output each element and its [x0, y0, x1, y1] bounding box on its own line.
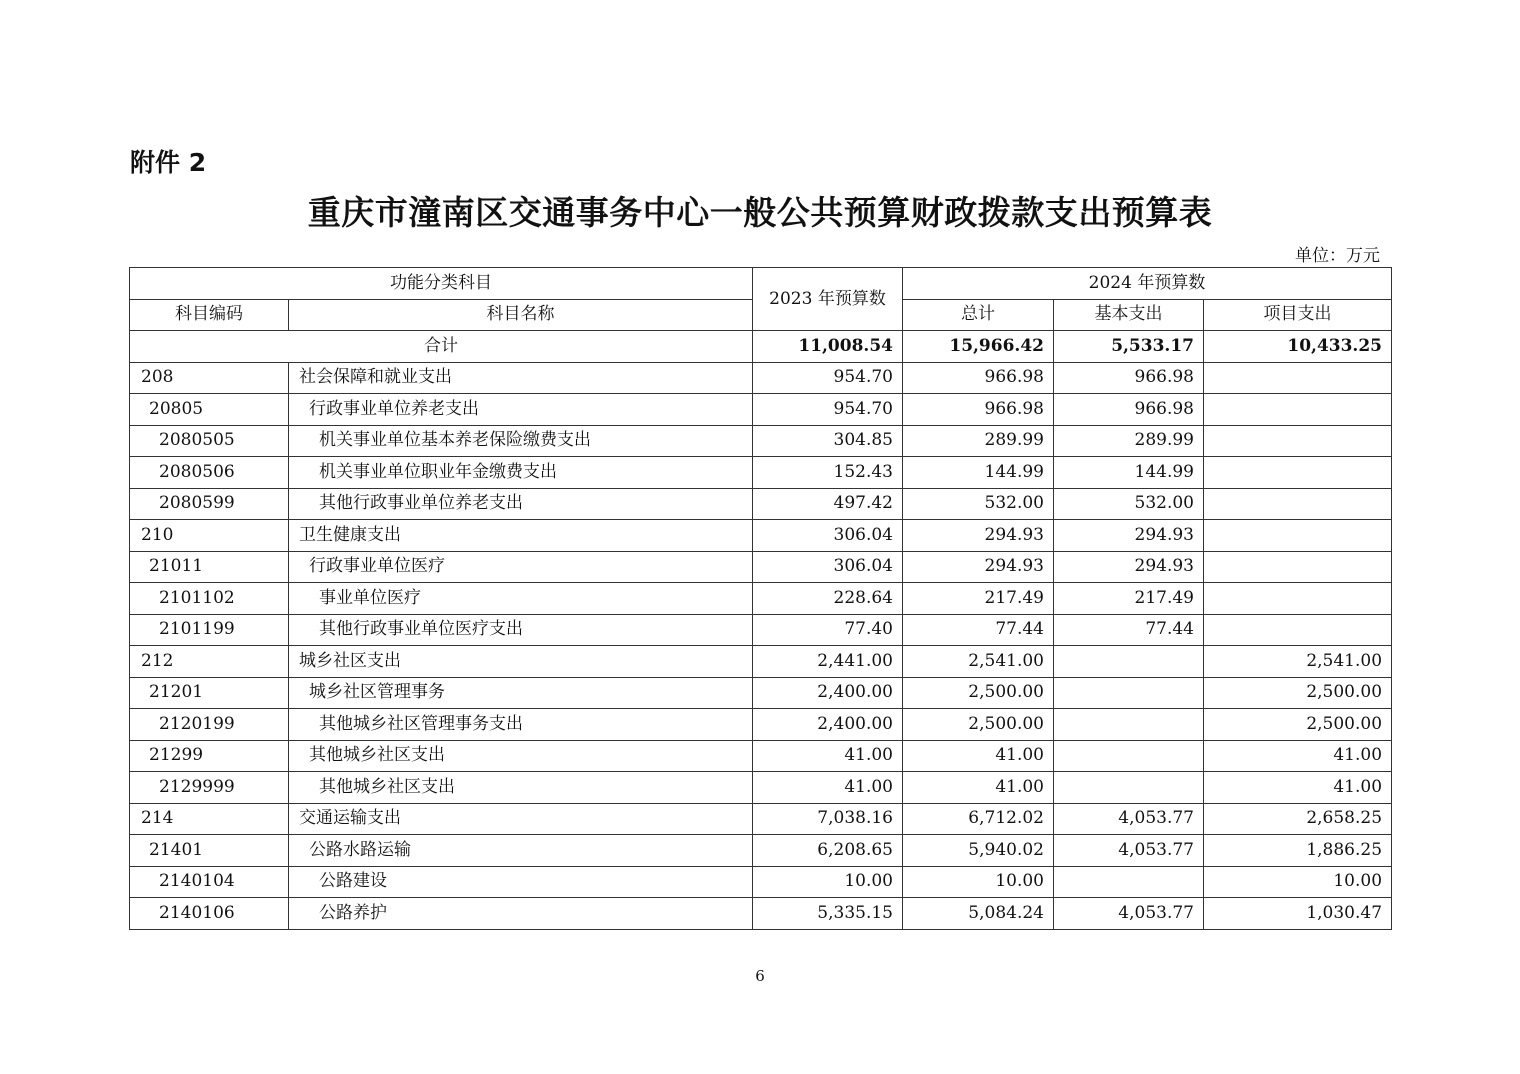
subject-name-header: 科目名称	[289, 299, 753, 331]
cell-name: 其他城乡社区支出	[289, 740, 753, 772]
cell-y2023: 6,208.65	[753, 835, 903, 867]
total-header: 总计	[903, 299, 1054, 331]
cell-basic: 966.98	[1054, 362, 1204, 394]
cell-y2023: 5,335.15	[753, 898, 903, 930]
cell-total: 144.99	[903, 457, 1054, 489]
cell-name: 公路养护	[289, 898, 753, 930]
table-row	[130, 520, 1392, 552]
table-row	[130, 614, 1392, 646]
cell-y2023: 41.00	[753, 740, 903, 772]
cell-total: 966.98	[903, 362, 1054, 394]
cell-project	[1204, 362, 1392, 394]
cell-code: 210	[130, 520, 289, 552]
cell-code: 212	[130, 646, 289, 678]
function-category-header: 功能分类科目	[130, 268, 753, 300]
cell-total: 5,940.02	[903, 835, 1054, 867]
cell-project	[1204, 488, 1392, 520]
cell-y2023: 2,400.00	[753, 709, 903, 741]
cell-y2023: 41.00	[753, 772, 903, 804]
cell-name: 公路水路运输	[289, 835, 753, 867]
cell-code: 20805	[130, 394, 289, 426]
project-expense-header: 项目支出	[1204, 299, 1392, 331]
cell-y2023: 10.00	[753, 866, 903, 898]
table-row	[130, 772, 1392, 804]
attachment-label: 附件 2	[130, 148, 207, 177]
cell-code: 21401	[130, 835, 289, 867]
table-row	[130, 866, 1392, 898]
cell-code: 2101199	[130, 614, 289, 646]
cell-total: 5,084.24	[903, 898, 1054, 930]
cell-project	[1204, 394, 1392, 426]
cell-total: 10.00	[903, 866, 1054, 898]
total-row-total: 15,966.42	[903, 331, 1054, 363]
cell-name: 社会保障和就业支出	[289, 362, 753, 394]
cell-code: 2140104	[130, 866, 289, 898]
cell-basic: 294.93	[1054, 520, 1204, 552]
total-row	[130, 331, 1392, 363]
budget-table	[129, 267, 1392, 930]
cell-name: 事业单位医疗	[289, 583, 753, 615]
cell-total: 294.93	[903, 551, 1054, 583]
cell-project: 1,886.25	[1204, 835, 1392, 867]
cell-name: 其他城乡社区支出	[289, 772, 753, 804]
cell-total: 41.00	[903, 740, 1054, 772]
subject-code-header: 科目编码	[130, 299, 289, 331]
cell-code: 2120199	[130, 709, 289, 741]
cell-code: 2080506	[130, 457, 289, 489]
budget-2023-header: 2023 年预算数	[753, 268, 903, 331]
cell-project: 2,541.00	[1204, 646, 1392, 678]
cell-y2023: 304.85	[753, 425, 903, 457]
cell-name: 行政事业单位医疗	[289, 551, 753, 583]
cell-total: 294.93	[903, 520, 1054, 552]
cell-project	[1204, 457, 1392, 489]
cell-y2023: 228.64	[753, 583, 903, 615]
cell-code: 2129999	[130, 772, 289, 804]
cell-code: 2080599	[130, 488, 289, 520]
total-row-basic: 5,533.17	[1054, 331, 1204, 363]
cell-project	[1204, 583, 1392, 615]
cell-name: 公路建设	[289, 866, 753, 898]
cell-y2023: 77.40	[753, 614, 903, 646]
cell-basic	[1054, 772, 1204, 804]
cell-name: 交通运输支出	[289, 803, 753, 835]
table-row	[130, 362, 1392, 394]
cell-total: 2,500.00	[903, 677, 1054, 709]
cell-basic: 294.93	[1054, 551, 1204, 583]
cell-project: 1,030.47	[1204, 898, 1392, 930]
cell-total: 41.00	[903, 772, 1054, 804]
page-number: 6	[755, 967, 765, 985]
cell-project	[1204, 520, 1392, 552]
cell-project: 41.00	[1204, 772, 1392, 804]
cell-total: 77.44	[903, 614, 1054, 646]
cell-y2023: 306.04	[753, 551, 903, 583]
cell-total: 966.98	[903, 394, 1054, 426]
header-row-1	[130, 268, 1392, 300]
cell-basic	[1054, 709, 1204, 741]
table-row	[130, 898, 1392, 930]
cell-y2023: 152.43	[753, 457, 903, 489]
cell-basic: 144.99	[1054, 457, 1204, 489]
cell-basic: 289.99	[1054, 425, 1204, 457]
cell-y2023: 497.42	[753, 488, 903, 520]
cell-basic: 966.98	[1054, 394, 1204, 426]
cell-y2023: 2,441.00	[753, 646, 903, 678]
cell-code: 214	[130, 803, 289, 835]
cell-total: 6,712.02	[903, 803, 1054, 835]
unit-label: 单位：万元	[1295, 246, 1380, 266]
cell-code: 21201	[130, 677, 289, 709]
cell-y2023: 306.04	[753, 520, 903, 552]
cell-code: 208	[130, 362, 289, 394]
cell-name: 机关事业单位基本养老保险缴费支出	[289, 425, 753, 457]
cell-total: 217.49	[903, 583, 1054, 615]
document-title: 重庆市潼南区交通事务中心一般公共预算财政拨款支出预算表	[307, 193, 1213, 232]
cell-name: 其他行政事业单位医疗支出	[289, 614, 753, 646]
table-row	[130, 551, 1392, 583]
cell-name: 城乡社区支出	[289, 646, 753, 678]
cell-basic	[1054, 646, 1204, 678]
cell-code: 2101102	[130, 583, 289, 615]
table-row	[130, 457, 1392, 489]
table-row	[130, 740, 1392, 772]
cell-project: 41.00	[1204, 740, 1392, 772]
table-row	[130, 488, 1392, 520]
cell-project: 2,500.00	[1204, 709, 1392, 741]
cell-total: 532.00	[903, 488, 1054, 520]
cell-basic: 4,053.77	[1054, 803, 1204, 835]
cell-code: 2080505	[130, 425, 289, 457]
table-row	[130, 803, 1392, 835]
table-row	[130, 709, 1392, 741]
cell-code: 2140106	[130, 898, 289, 930]
cell-name: 机关事业单位职业年金缴费支出	[289, 457, 753, 489]
cell-name: 行政事业单位养老支出	[289, 394, 753, 426]
cell-y2023: 954.70	[753, 394, 903, 426]
table-row	[130, 677, 1392, 709]
cell-y2023: 7,038.16	[753, 803, 903, 835]
cell-project: 2,658.25	[1204, 803, 1392, 835]
cell-project: 10.00	[1204, 866, 1392, 898]
cell-basic: 4,053.77	[1054, 898, 1204, 930]
cell-name: 其他行政事业单位养老支出	[289, 488, 753, 520]
cell-basic	[1054, 677, 1204, 709]
cell-project	[1204, 425, 1392, 457]
budget-2024-header: 2024 年预算数	[903, 268, 1392, 300]
cell-basic	[1054, 866, 1204, 898]
cell-name: 城乡社区管理事务	[289, 677, 753, 709]
table-row	[130, 394, 1392, 426]
total-row-2023: 11,008.54	[753, 331, 903, 363]
cell-project: 2,500.00	[1204, 677, 1392, 709]
cell-name: 其他城乡社区管理事务支出	[289, 709, 753, 741]
cell-basic: 217.49	[1054, 583, 1204, 615]
basic-expense-header: 基本支出	[1054, 299, 1204, 331]
cell-project	[1204, 614, 1392, 646]
cell-project	[1204, 551, 1392, 583]
table-row	[130, 835, 1392, 867]
total-row-label: 合计	[130, 331, 753, 363]
cell-name: 卫生健康支出	[289, 520, 753, 552]
cell-basic: 77.44	[1054, 614, 1204, 646]
cell-basic: 532.00	[1054, 488, 1204, 520]
table-row	[130, 646, 1392, 678]
table-row	[130, 583, 1392, 615]
total-row-project: 10,433.25	[1204, 331, 1392, 363]
cell-basic	[1054, 740, 1204, 772]
cell-total: 2,500.00	[903, 709, 1054, 741]
cell-y2023: 954.70	[753, 362, 903, 394]
table-row	[130, 425, 1392, 457]
cell-basic: 4,053.77	[1054, 835, 1204, 867]
cell-total: 2,541.00	[903, 646, 1054, 678]
cell-code: 21011	[130, 551, 289, 583]
cell-code: 21299	[130, 740, 289, 772]
cell-total: 289.99	[903, 425, 1054, 457]
cell-y2023: 2,400.00	[753, 677, 903, 709]
